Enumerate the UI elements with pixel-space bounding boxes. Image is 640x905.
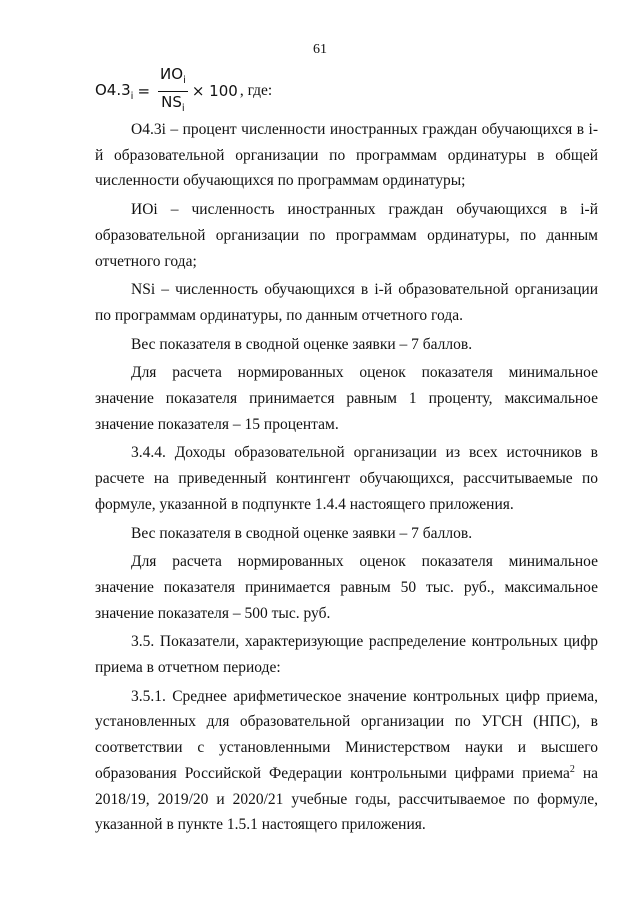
paragraph: O4.3i – процент численности иностранных граждан обучающихся в i-й образовательной организации по программам ординатуры в общей численности обучающихся по программам ординатуры; xyxy=(95,121,598,190)
paragraph: 3.5. Показатели, характеризующие распределение контрольных цифр приема в отчетном периоде: xyxy=(95,633,598,677)
body-text xyxy=(95,117,598,841)
formula-multiplier: × 100 xyxy=(191,82,238,100)
paragraph-with-footnote: 3.5.1. Среднее арифметическое значение контрольных цифр приема, установленных для образовательной организации по УГСН (НПС), в соответствии с установленными Министерством науки и высшего образования Российской Федерации контрольными цифрами приема$^2$ на 2018/19, 2019/20 и 2020/21 учебные годы, рассчитываемое по формуле, указанной в пункте 1.5.1 настоящего приложения. xyxy=(95,687,598,834)
paragraph: Для расчета нормированных оценок показателя минимальное значение показателя принимается равным 1 проценту, максимальное значение показателя – 15 процентам. xyxy=(95,364,598,433)
paragraph: NSi – численность обучающихся в i-й образовательной организации по программам ординатуры, по данным отчетного года. xyxy=(95,281,598,324)
formula-denominator: $NS_i$ xyxy=(161,92,185,114)
formula-fraction xyxy=(158,65,188,118)
paragraph: Вес показателя в сводной оценке заявки – 7 баллов. xyxy=(131,524,473,542)
footnote-marker: 2 xyxy=(569,763,575,775)
formula-equals: = xyxy=(137,82,151,100)
paragraph: ИОi – численность иностранных граждан обучающихся в i-й образовательной организации по программам ординатуры, по данным отчетного года; xyxy=(95,201,598,270)
paragraph: Для расчета нормированных оценок показателя минимальное значение показателя принимается равным 50 тыс. руб., максимальное значение показателя – 500 тыс. руб. xyxy=(95,553,598,622)
page-number: 61 xyxy=(313,42,327,57)
formula-lhs: $O4.3_i$ xyxy=(95,80,134,102)
formula-numerator: $ИО_i$ xyxy=(158,65,188,92)
formula xyxy=(95,66,272,116)
formula-suffix: , где: xyxy=(239,82,273,99)
paragraph: Вес показателя в сводной оценке заявки – 7 баллов. xyxy=(131,335,473,353)
paragraph: 3.4.4. Доходы образовательной организации из всех источников в расчете на приведенный контингент обучающихся, рассчитываемые по формуле, указанной в подпункте 1.4.4 настоящего приложения. xyxy=(95,444,598,513)
